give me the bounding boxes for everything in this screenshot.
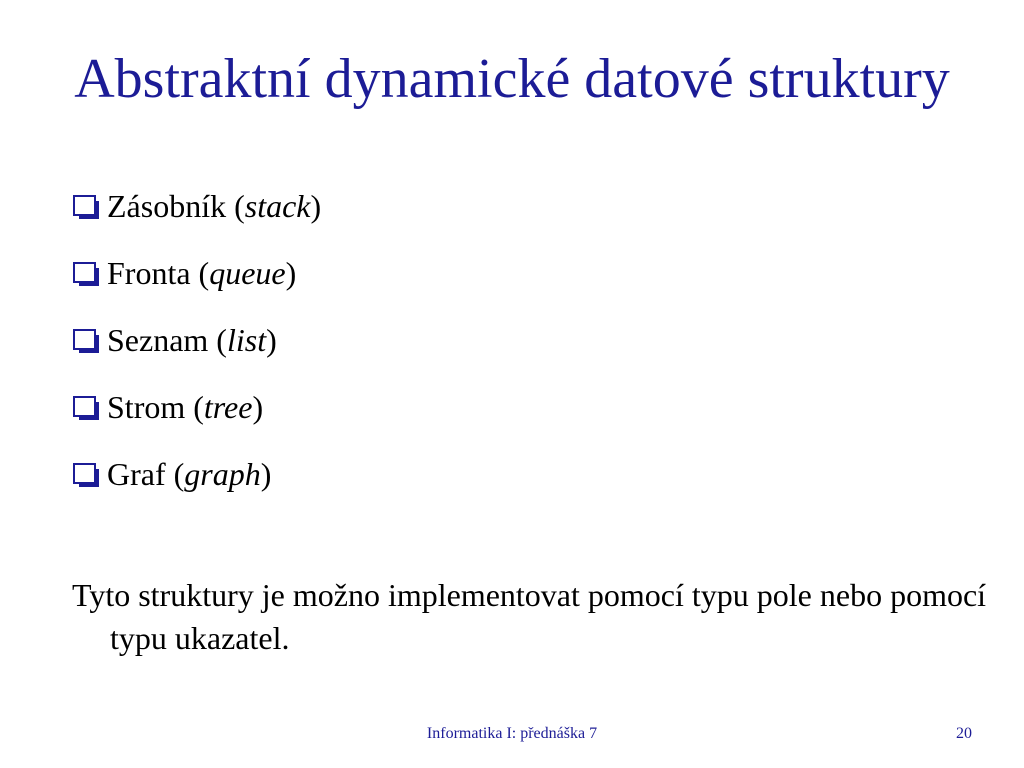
page-number: 20 <box>956 725 972 742</box>
footer-lecture-title: Informatika I: přednáška 7 <box>426 725 598 742</box>
list-item <box>72 385 321 452</box>
bullet-label: Seznam (list) <box>107 322 277 358</box>
bullet-label: Graf (graph) <box>107 456 272 492</box>
body-paragraph: Tyto struktury je možno implementovat pomocí typu pole nebo pomocí typu ukazatel. <box>72 577 987 656</box>
list-item <box>72 452 321 519</box>
list-item <box>72 184 321 251</box>
hollow-square-icon <box>72 452 103 496</box>
bullet-list <box>72 184 321 519</box>
hollow-square-icon <box>72 251 103 295</box>
bullet-label: Strom (tree) <box>107 389 264 425</box>
hollow-square-icon <box>72 318 103 362</box>
bullet-label: Zásobník (stack) <box>107 188 322 224</box>
hollow-square-icon <box>72 184 103 228</box>
list-item <box>72 251 321 318</box>
hollow-square-icon <box>72 385 103 429</box>
bullet-label: Fronta (queue) <box>107 255 297 291</box>
slide-title: Abstraktní dynamické datové struktury <box>74 48 950 110</box>
list-item <box>72 318 321 385</box>
